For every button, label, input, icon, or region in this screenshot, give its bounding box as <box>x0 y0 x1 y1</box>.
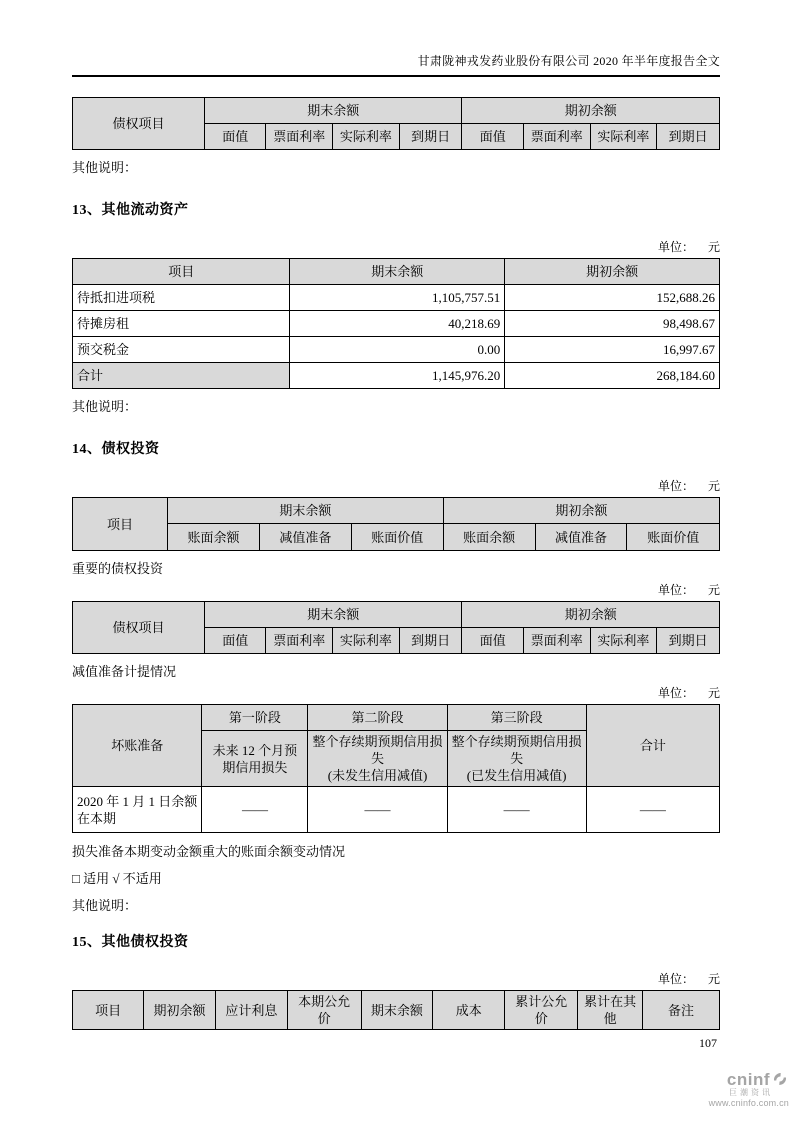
important-debt-note: 重要的债权投资 <box>72 561 164 576</box>
unit-line <box>72 583 720 598</box>
total-row <box>73 363 720 389</box>
debt-investment-table <box>72 497 720 551</box>
col-header: 期末余额 <box>361 991 433 1030</box>
col-header: 期初余额 <box>505 259 720 285</box>
col-header: 账面价值 <box>627 524 720 551</box>
stage-sub-line: 整个存续期预期信用损失 <box>451 734 582 766</box>
cninfo-url: www.cninfo.com.cn <box>708 1098 789 1108</box>
col-header: 减值准备 <box>535 524 627 551</box>
unit-value: 元 <box>707 583 720 597</box>
col-header: 期末余额 <box>290 259 505 285</box>
applicability-line: □ 适用 √ 不适用 <box>72 871 162 886</box>
table-row <box>73 311 720 337</box>
cell-value: 152,688.26 <box>505 285 720 311</box>
col-header: 期初余额 <box>144 991 216 1030</box>
col-header: 面值 <box>462 628 523 654</box>
other-note: 其他说明： <box>72 160 138 175</box>
cell-value: 0.00 <box>290 337 505 363</box>
cell-value: 40,218.69 <box>290 311 505 337</box>
stage-sub-line: 整个存续期预期信用损失 <box>312 734 443 766</box>
section-14-title: 14、债权投资 <box>72 442 160 457</box>
total-header: 合计 <box>586 705 719 787</box>
cninfo-brand-text: cninf <box>726 1069 770 1089</box>
col-header: 备注 <box>642 991 719 1030</box>
cninfo-cn-name: 巨潮资讯 <box>729 1088 773 1097</box>
col-header: 到期日 <box>399 124 462 150</box>
debt-items-table-top <box>72 97 720 150</box>
col-header: 面值 <box>462 124 523 150</box>
section-15-title: 15、其他债权投资 <box>72 935 189 950</box>
section-13-title: 13、其他流动资产 <box>72 203 189 218</box>
col-header: 本期公允价 <box>287 991 361 1030</box>
corner-header: 债权项目 <box>73 602 205 654</box>
unit-value: 元 <box>707 240 720 254</box>
corner-header: 坏账准备 <box>73 705 202 787</box>
corner-header: 债权项目 <box>73 98 205 150</box>
col-header: 实际利率 <box>333 124 400 150</box>
col-header: 票面利率 <box>266 124 333 150</box>
group-header-end: 期末余额 <box>204 602 461 628</box>
unit-label: 单位： <box>657 583 694 597</box>
col-header: 面值 <box>204 124 265 150</box>
col-header: 实际利率 <box>590 628 657 654</box>
group-header-begin: 期初余额 <box>443 498 719 524</box>
page-number: 107 <box>699 1036 717 1050</box>
unit-label: 单位： <box>657 240 694 254</box>
col-header: 成本 <box>433 991 505 1030</box>
table-row <box>73 787 720 833</box>
unit-line <box>72 972 720 987</box>
cninfo-swirl-icon <box>771 1070 789 1088</box>
col-header: 账面价值 <box>351 524 443 551</box>
other-note: 其他说明： <box>72 898 138 913</box>
unit-label: 单位： <box>657 479 694 493</box>
row-label: 预交税金 <box>73 337 290 363</box>
total-value: 1,145,976.20 <box>290 363 505 389</box>
bad-debt-provision-table <box>72 704 720 833</box>
stage-sub-header <box>202 731 308 787</box>
cell-value: 16,997.67 <box>505 337 720 363</box>
cell-value: 98,498.67 <box>505 311 720 337</box>
unit-label: 单位： <box>657 972 694 986</box>
unit-label: 单位： <box>657 686 694 700</box>
col-header: 应计利息 <box>215 991 287 1030</box>
cninfo-logo-row <box>697 1070 789 1088</box>
row-label: 2020 年 1 月 1 日余额在本期 <box>73 787 202 833</box>
col-header: 项目 <box>73 259 290 285</box>
col-header: 票面利率 <box>523 628 590 654</box>
unit-value: 元 <box>707 686 720 700</box>
stage-sub-header <box>308 731 447 787</box>
col-header: 减值准备 <box>259 524 351 551</box>
col-header: 账面余额 <box>168 524 260 551</box>
corner-header: 项目 <box>73 498 168 551</box>
impairment-note: 减值准备计提情况 <box>72 664 177 679</box>
doc-header <box>72 54 720 77</box>
debt-items-table-important <box>72 601 720 654</box>
unit-value: 元 <box>707 972 720 986</box>
cell-value: 1,105,757.51 <box>290 285 505 311</box>
group-header-end: 期末余额 <box>204 98 461 124</box>
group-header-end: 期末余额 <box>168 498 444 524</box>
stage-header: 第三阶段 <box>447 705 586 731</box>
cell-value: —— <box>447 787 586 833</box>
stage-sub-line: 未来 12 个月预期信用损失 <box>212 742 298 775</box>
cell-value: —— <box>308 787 447 833</box>
col-header: 累计在其他 <box>578 991 643 1030</box>
col-header: 面值 <box>204 628 265 654</box>
table-row <box>73 285 720 311</box>
col-header: 项目 <box>73 991 144 1030</box>
table-row <box>73 337 720 363</box>
col-header: 实际利率 <box>590 124 657 150</box>
stage-sub-header <box>447 731 586 787</box>
doc-header-title: 甘肃陇神戎发药业股份有限公司 2020 年半年度报告全文 <box>417 54 720 68</box>
unit-line <box>72 479 720 494</box>
col-header: 票面利率 <box>523 124 590 150</box>
unit-line <box>72 686 720 701</box>
cninfo-logo <box>697 1070 789 1108</box>
total-value: 268,184.60 <box>505 363 720 389</box>
unit-value: 元 <box>707 479 720 493</box>
col-header: 累计公允价 <box>505 991 578 1030</box>
total-label: 合计 <box>73 363 290 389</box>
unit-line <box>72 240 720 255</box>
group-header-begin: 期初余额 <box>462 602 720 628</box>
cell-value: —— <box>586 787 719 833</box>
stage-header: 第一阶段 <box>202 705 308 731</box>
cell-value: —— <box>202 787 308 833</box>
stage-header: 第二阶段 <box>308 705 447 731</box>
row-label: 待抵扣进项税 <box>73 285 290 311</box>
col-header: 到期日 <box>657 628 720 654</box>
col-header: 到期日 <box>657 124 720 150</box>
group-header-begin: 期初余额 <box>462 98 720 124</box>
col-header: 实际利率 <box>333 628 400 654</box>
other-debt-investment-table <box>72 990 720 1030</box>
other-current-assets-table <box>72 258 720 389</box>
row-label: 待摊房租 <box>73 311 290 337</box>
col-header: 账面余额 <box>443 524 535 551</box>
other-note: 其他说明： <box>72 399 138 414</box>
col-header: 票面利率 <box>266 628 333 654</box>
col-header: 到期日 <box>399 628 462 654</box>
stage-sub-line: (未发生信用减值) <box>327 768 428 783</box>
loss-change-note: 损失准备本期变动金额重大的账面余额变动情况 <box>72 844 346 859</box>
stage-sub-line: (已发生信用减值) <box>466 768 567 783</box>
